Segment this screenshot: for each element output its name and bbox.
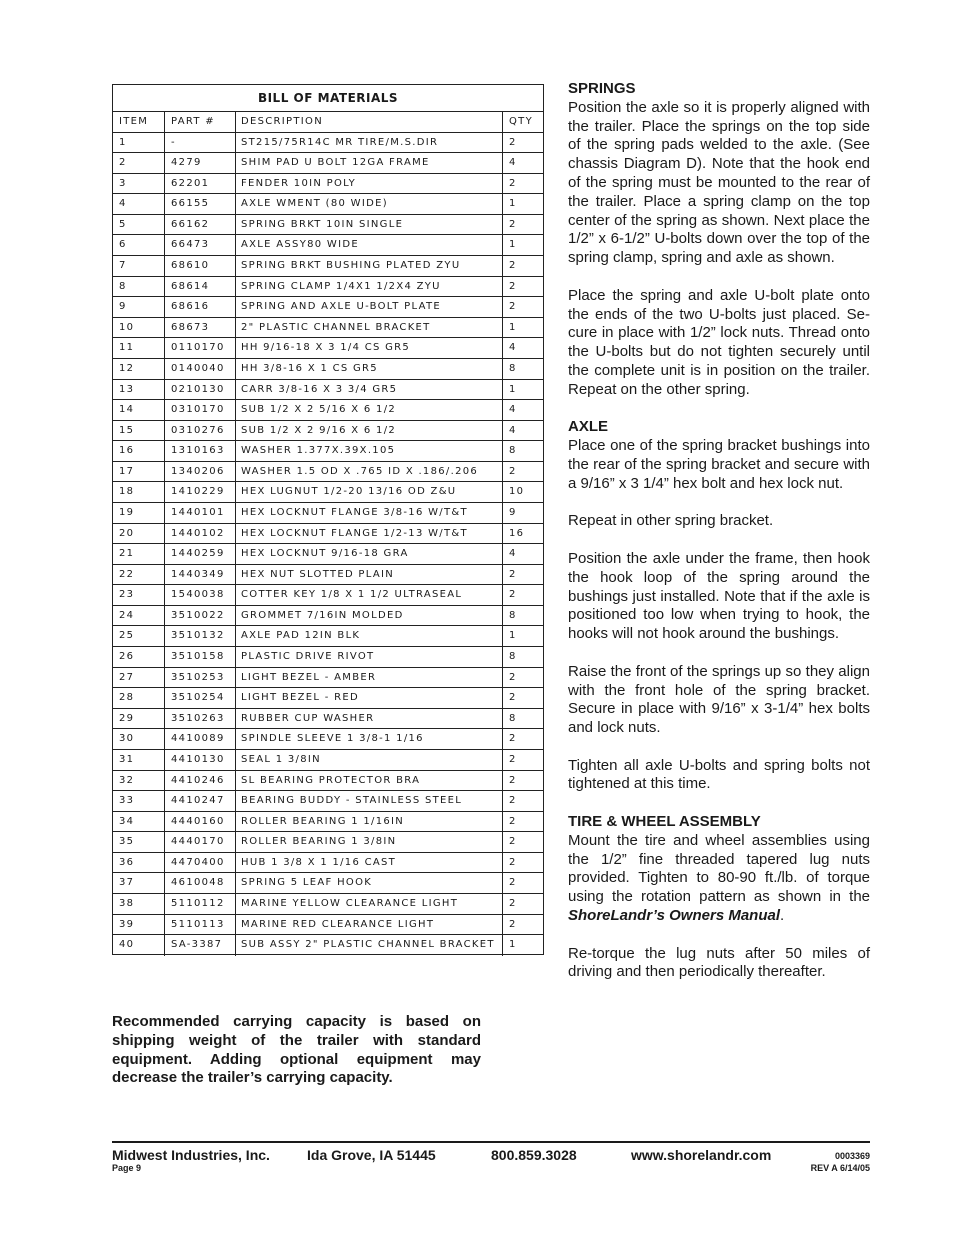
qty-cell: 2 (509, 836, 517, 848)
item-cell: 18 (113, 482, 165, 502)
part-number-cell: 3510132 (165, 626, 236, 646)
item-cell: 29 (113, 709, 165, 729)
table-row (113, 750, 543, 771)
item-cell: 8 (113, 277, 165, 297)
item-cell: 19 (113, 503, 165, 523)
description-cell: SEAL 1 3/8IN (236, 750, 503, 770)
item-cell: 6 (113, 235, 165, 255)
part-number-cell: 4410089 (165, 729, 236, 749)
part-number-cell: 4410130 (165, 750, 236, 770)
part-number-cell: 0310276 (165, 421, 236, 441)
part-number-cell: 0110170 (165, 338, 236, 358)
description-cell: MARINE RED CLEARANCE LIGHT (236, 915, 503, 935)
part-number-cell: 3510254 (165, 688, 236, 708)
header-description: DESCRIPTION (236, 112, 503, 132)
qty-cell: 2 (509, 136, 517, 148)
part-number-cell: 4279 (165, 153, 236, 173)
table-row (113, 544, 543, 565)
qty-cell: 2 (509, 177, 517, 189)
qty-cell: 2 (509, 671, 517, 683)
qty-cell: 2 (509, 897, 517, 909)
item-cell: 33 (113, 791, 165, 811)
qty-cell: 4 (509, 404, 517, 416)
qty-cell: 2 (509, 856, 517, 868)
qty-cell: 1 (509, 198, 517, 210)
header-part: PART # (165, 112, 236, 132)
part-number-cell: 4470400 (165, 853, 236, 873)
item-cell: 5 (113, 215, 165, 235)
footer-page-number: Page 9 (112, 1163, 142, 1173)
description-cell: SPRING 5 LEAF HOOK (236, 873, 503, 893)
description-cell: HEX NUT SLOTTED PLAIN (236, 565, 503, 585)
description-cell: ROLLER BEARING 1 3/8IN (236, 832, 503, 852)
qty-cell: 1 (509, 239, 517, 251)
item-cell: 3 (113, 174, 165, 194)
item-cell: 22 (113, 565, 165, 585)
part-number-cell: 0140040 (165, 359, 236, 379)
qty-cell: 4 (509, 548, 517, 560)
part-number-cell: 4410246 (165, 771, 236, 791)
footer-city: Ida Grove, IA 51445 (307, 1147, 436, 1163)
axle-paragraph-1: Place one of the spring bracket bushings into the rear of the spring bracket and secure with a 9/16” x 3 1/4” hex bolt and hex lock nut. (568, 437, 870, 492)
description-cell: ST215/75R14C MR TIRE/M.S.DIR (236, 133, 503, 153)
qty-cell: 4 (509, 342, 517, 354)
springs-paragraph-1: Position the axle so it is properly aligned with the trailer. Place the springs on the top side of the spring pads welded to the axle. (See chassis Diagram D). Note that the hook end of the spring must be mounted to the rear of the trailer. Place a spring clamp on the top center of the spring as shown. Next place the 1/2” x 6-1/2” U-bolts down over the top of the spring clamp, spring and axle as shown. (568, 98, 870, 267)
table-row (113, 482, 543, 503)
part-number-cell: 3510022 (165, 606, 236, 626)
part-number-cell: 1340206 (165, 462, 236, 482)
item-cell: 9 (113, 297, 165, 317)
footer-company: Midwest Industries, Inc. (112, 1147, 270, 1163)
table-row (113, 318, 543, 339)
table-row (113, 771, 543, 792)
item-cell: 17 (113, 462, 165, 482)
table-row (113, 194, 543, 215)
description-cell: WASHER 1.5 OD X .765 ID X .186/.206 (236, 462, 503, 482)
part-number-cell: SA-3387 (165, 935, 236, 956)
description-cell: BEARING BUDDY - STAINLESS STEEL (236, 791, 503, 811)
item-cell: 2 (113, 153, 165, 173)
table-row (113, 215, 543, 236)
part-number-cell: 1440349 (165, 565, 236, 585)
table-row (113, 668, 543, 689)
description-cell: SUB 1/2 X 2 5/16 X 6 1/2 (236, 400, 503, 420)
table-row (113, 935, 543, 956)
part-number-cell: 66162 (165, 215, 236, 235)
part-number-cell: 3510158 (165, 647, 236, 667)
table-row (113, 709, 543, 730)
table-row (113, 606, 543, 627)
item-cell: 1 (113, 133, 165, 153)
item-cell: 25 (113, 626, 165, 646)
qty-cell: 16 (509, 527, 525, 539)
qty-cell: 2 (509, 733, 517, 745)
table-row (113, 441, 543, 462)
description-cell: LIGHT BEZEL - AMBER (236, 668, 503, 688)
part-number-cell: 4610048 (165, 873, 236, 893)
part-number-cell: 66473 (165, 235, 236, 255)
table-row (113, 647, 543, 668)
qty-cell: 8 (509, 362, 517, 374)
table-row (113, 503, 543, 524)
qty-cell: 4 (509, 424, 517, 436)
description-cell: AXLE WMENT (80 WIDE) (236, 194, 503, 214)
item-cell: 30 (113, 729, 165, 749)
assembly-instructions (568, 80, 870, 1001)
table-row (113, 688, 543, 709)
table-row (113, 174, 543, 195)
qty-cell: 1 (509, 383, 517, 395)
item-cell: 16 (113, 441, 165, 461)
item-cell: 12 (113, 359, 165, 379)
qty-cell: 8 (509, 609, 517, 621)
description-cell: LIGHT BEZEL - RED (236, 688, 503, 708)
part-number-cell: 3510253 (165, 668, 236, 688)
part-number-cell: 68614 (165, 277, 236, 297)
item-cell: 31 (113, 750, 165, 770)
bom-header-row (113, 112, 543, 133)
tire-p1-end: . (780, 907, 785, 925)
description-cell: SUB 1/2 X 2 9/16 X 6 1/2 (236, 421, 503, 441)
description-cell: WASHER 1.377X.39X.105 (236, 441, 503, 461)
qty-cell: 8 (509, 445, 517, 457)
table-row (113, 235, 543, 256)
part-number-cell: 0310170 (165, 400, 236, 420)
table-row (113, 277, 543, 298)
bill-of-materials-table (112, 84, 544, 955)
description-cell: 2" PLASTIC CHANNEL BRACKET (236, 318, 503, 338)
table-row (113, 832, 543, 853)
item-cell: 4 (113, 194, 165, 214)
table-row (113, 729, 543, 750)
qty-cell: 2 (509, 692, 517, 704)
part-number-cell: 68610 (165, 256, 236, 276)
qty-cell: 9 (509, 506, 517, 518)
axle-paragraph-3: Position the axle under the frame, then hook the hook loop of the spring around the bushings just installed. Note that if the axle is positioned too low when trying to hook, the hooks will not hook around the bushings. (568, 549, 870, 643)
description-cell: GROMMET 7/16IN MOLDED (236, 606, 503, 626)
description-cell: COTTER KEY 1/8 X 1 1/2 ULTRASEAL (236, 585, 503, 605)
table-row (113, 791, 543, 812)
qty-cell: 2 (509, 589, 517, 601)
item-cell: 39 (113, 915, 165, 935)
table-row (113, 133, 543, 154)
table-row (113, 812, 543, 833)
item-cell: 21 (113, 544, 165, 564)
description-cell: ROLLER BEARING 1 1/16IN (236, 812, 503, 832)
table-row (113, 297, 543, 318)
part-number-cell: 1310163 (165, 441, 236, 461)
part-number-cell: 4410247 (165, 791, 236, 811)
description-cell: SPRING AND AXLE U-BOLT PLATE (236, 297, 503, 317)
footer-website: www.shorelandr.com (631, 1147, 772, 1163)
qty-cell: 1 (509, 321, 517, 333)
table-row (113, 585, 543, 606)
part-number-cell: 68673 (165, 318, 236, 338)
item-cell: 14 (113, 400, 165, 420)
item-cell: 7 (113, 256, 165, 276)
qty-cell: 1 (509, 630, 517, 642)
footer-doc-number: 0003369 (834, 1151, 870, 1161)
tire-paragraph-1 (568, 832, 870, 926)
qty-cell: 10 (509, 486, 525, 498)
qty-cell: 2 (509, 815, 517, 827)
capacity-note: Recommended carrying capacity is based on shipping weight of the trailer with standard equipment. Adding optional equipment may decrease the trailer’s carrying capacity. (112, 1013, 481, 1087)
part-number-cell: 0210130 (165, 380, 236, 400)
part-number-cell: 1540038 (165, 585, 236, 605)
part-number-cell: 66155 (165, 194, 236, 214)
tire-paragraph-2: Re-torque the lug nuts after 50 miles of driving and then periodically thereafter. (568, 944, 870, 981)
part-number-cell: 1440259 (165, 544, 236, 564)
part-number-cell: 68616 (165, 297, 236, 317)
axle-paragraph-2: Repeat in other spring bracket. (568, 512, 774, 530)
description-cell: RUBBER CUP WASHER (236, 709, 503, 729)
qty-cell: 2 (509, 774, 517, 786)
qty-cell: 2 (509, 301, 517, 313)
description-cell: AXLE ASSY80 WIDE (236, 235, 503, 255)
qty-cell: 2 (509, 795, 517, 807)
table-row (113, 338, 543, 359)
springs-heading: SPRINGS (568, 80, 636, 97)
item-cell: 27 (113, 668, 165, 688)
description-cell: PLASTIC DRIVE RIVOT (236, 647, 503, 667)
part-number-cell: 5110112 (165, 894, 236, 914)
springs-paragraph-2: Place the spring and axle U-bolt plate onto the ends of the two U-bolts just placed. Se-cure in place with 1/2” lock nuts. Thread onto the U-bolts but do not tighten securely until the complete unit is in position on the trailer. Repeat on the other spring. (568, 286, 870, 398)
axle-heading: AXLE (568, 418, 609, 436)
description-cell: HEX LOCKNUT FLANGE 1/2-13 W/T&T (236, 524, 503, 544)
description-cell: SPINDLE SLEEVE 1 3/8-1 1/16 (236, 729, 503, 749)
qty-cell: 2 (509, 260, 517, 272)
item-cell: 13 (113, 380, 165, 400)
owners-manual-title: ShoreLandr’s Owners Manual (568, 907, 780, 925)
qty-cell: 2 (509, 753, 517, 765)
table-row (113, 421, 543, 442)
table-row (113, 894, 543, 915)
table-row (113, 462, 543, 483)
qty-cell: 4 (509, 157, 517, 169)
item-cell: 23 (113, 585, 165, 605)
description-cell: FENDER 10IN POLY (236, 174, 503, 194)
description-cell: HH 9/16-18 X 3 1/4 CS GR5 (236, 338, 503, 358)
item-cell: 28 (113, 688, 165, 708)
part-number-cell: 3510263 (165, 709, 236, 729)
qty-cell: 2 (509, 918, 517, 930)
item-cell: 36 (113, 853, 165, 873)
item-cell: 24 (113, 606, 165, 626)
header-item: ITEM (113, 112, 165, 132)
qty-cell: 2 (509, 280, 517, 292)
description-cell: SPRING BRKT BUSHING PLATED ZYU (236, 256, 503, 276)
table-row (113, 380, 543, 401)
item-cell: 15 (113, 421, 165, 441)
bom-title: BILL OF MATERIALS (113, 85, 543, 112)
item-cell: 38 (113, 894, 165, 914)
footer-rule (112, 1141, 870, 1143)
tire-heading: TIRE & WHEEL ASSEMBLY (568, 813, 761, 831)
item-cell: 32 (113, 771, 165, 791)
table-row (113, 873, 543, 894)
part-number-cell: 1410229 (165, 482, 236, 502)
description-cell: HH 3/8-16 X 1 CS GR5 (236, 359, 503, 379)
description-cell: SPRING BRKT 10IN SINGLE (236, 215, 503, 235)
description-cell: SHIM PAD U BOLT 12GA FRAME (236, 153, 503, 173)
qty-cell: 2 (509, 465, 517, 477)
item-cell: 10 (113, 318, 165, 338)
tire-p1-text: Mount the tire and wheel assemblies using the 1/2” fine threaded tapered lug nuts provided. Tighten to 80-90 ft./lb. of torque using the rotation pattern as shown in the (568, 831, 870, 906)
part-number-cell: 62201 (165, 174, 236, 194)
qty-cell: 8 (509, 651, 517, 663)
qty-cell: 2 (509, 877, 517, 889)
item-cell: 40 (113, 935, 165, 956)
description-cell: HUB 1 3/8 X 1 1/16 CAST (236, 853, 503, 873)
description-cell: SUB ASSY 2" PLASTIC CHANNEL BRACKET (236, 935, 503, 956)
table-row (113, 626, 543, 647)
part-number-cell: 1440102 (165, 524, 236, 544)
qty-cell: 2 (509, 568, 517, 580)
item-cell: 35 (113, 832, 165, 852)
table-row (113, 359, 543, 380)
qty-cell: 2 (509, 218, 517, 230)
part-number-cell: 1440101 (165, 503, 236, 523)
part-number-cell: 4440160 (165, 812, 236, 832)
table-row (113, 400, 543, 421)
qty-cell: 1 (509, 939, 517, 951)
description-cell: SPRING CLAMP 1/4X1 1/2X4 ZYU (236, 277, 503, 297)
footer-revision: REV A 6/14/05 (810, 1163, 870, 1173)
table-row (113, 153, 543, 174)
table-row (113, 915, 543, 936)
table-row (113, 565, 543, 586)
axle-paragraph-5: Tighten all axle U-bolts and spring bolts not tightened at this time. (568, 756, 870, 793)
item-cell: 34 (113, 812, 165, 832)
bom-rows (113, 112, 543, 956)
header-qty: QTY (509, 116, 533, 127)
footer-phone: 800.859.3028 (491, 1147, 577, 1163)
item-cell: 20 (113, 524, 165, 544)
description-cell: CARR 3/8-16 X 3 3/4 GR5 (236, 380, 503, 400)
table-row (113, 524, 543, 545)
table-row (113, 256, 543, 277)
part-number-cell: 5110113 (165, 915, 236, 935)
item-cell: 26 (113, 647, 165, 667)
description-cell: SL BEARING PROTECTOR BRA (236, 771, 503, 791)
description-cell: HEX LOCKNUT 9/16-18 GRA (236, 544, 503, 564)
axle-paragraph-4: Raise the front of the springs up so they align with the front hole of the spring bracket. Secure in place with 9/16” x 3-1/4” hex bolts and lock nuts. (568, 662, 870, 737)
item-cell: 11 (113, 338, 165, 358)
description-cell: HEX LUGNUT 1/2-20 13/16 OD Z&U (236, 482, 503, 502)
table-row (113, 853, 543, 874)
description-cell: HEX LOCKNUT FLANGE 3/8-16 W/T&T (236, 503, 503, 523)
part-number-cell: 4440170 (165, 832, 236, 852)
qty-cell: 8 (509, 712, 517, 724)
item-cell: 37 (113, 873, 165, 893)
part-number-cell: - (165, 133, 236, 153)
description-cell: AXLE PAD 12IN BLK (236, 626, 503, 646)
description-cell: MARINE YELLOW CLEARANCE LIGHT (236, 894, 503, 914)
